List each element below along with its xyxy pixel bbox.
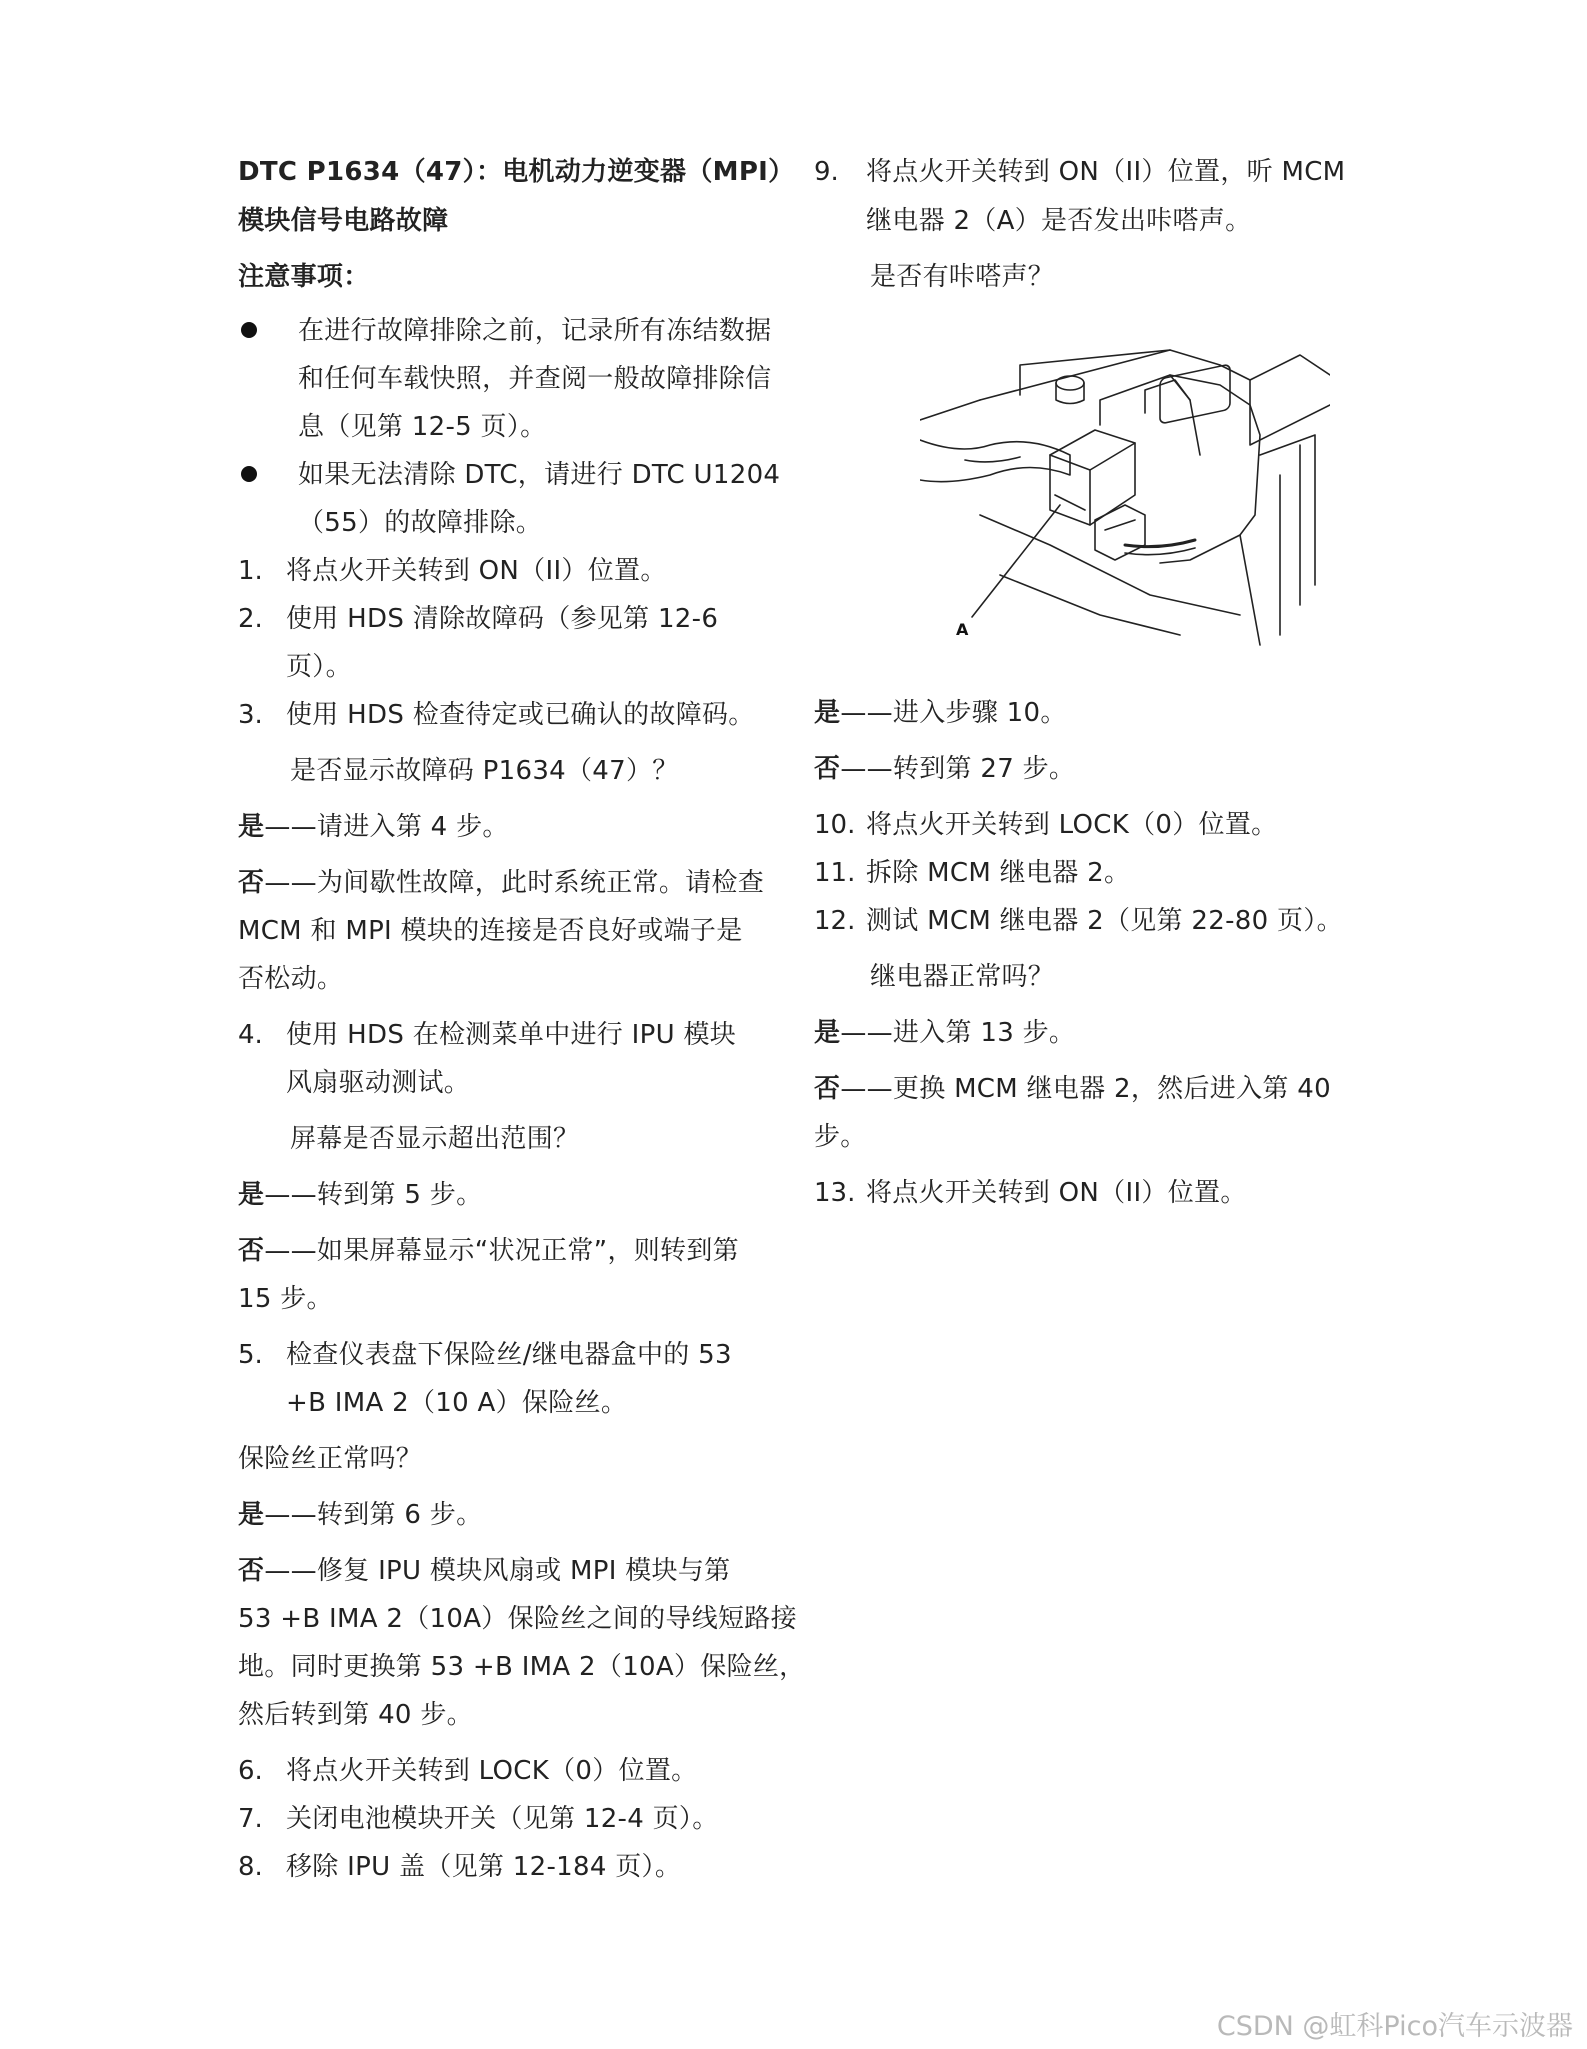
step8-text: 移除 IPU 盖（见第 12-184 页）。 (286, 1852, 682, 1882)
step9-line2: 继电器 2（A）是否发出咔嗒声。 (866, 206, 1252, 236)
yes9-answer (814, 697, 1067, 729)
step4-line2: 风扇驱动测试。 (286, 1068, 471, 1098)
no-label: 否 (814, 1074, 841, 1104)
no-label: 否 (238, 1236, 265, 1266)
step13-number: 13. (814, 1178, 856, 1208)
step9-question: 是否有咔嗒声？ (870, 262, 1055, 292)
no4-answer (238, 1235, 739, 1267)
step2-line1: 使用 HDS 清除故障码（参见第 12-6 (286, 604, 719, 634)
step2-line2: 页）。 (286, 652, 352, 682)
step3-question: 是否显示故障码 P1634（47）？ (290, 756, 679, 786)
step3-number: 3. (238, 700, 263, 730)
bullet2-line2: （55）的故障排除。 (298, 508, 543, 538)
step1-text: 将点火开关转到 ON（II）位置。 (286, 556, 667, 586)
yes9-text: ——进入步骤 10。 (840, 698, 1067, 728)
no5-line2: 53 +B IMA 2（10A）保险丝之间的导线短路接 (238, 1604, 797, 1634)
doc-title-line2: 模块信号电路故障 (238, 206, 449, 236)
step10-text: 将点火开关转到 LOCK（0）位置。 (866, 810, 1278, 840)
yes4-answer (238, 1179, 482, 1211)
step9-line1: 将点火开关转到 ON（II）位置，听 MCM (866, 157, 1346, 187)
step2-number: 2. (238, 604, 263, 634)
step6-text: 将点火开关转到 LOCK（0）位置。 (286, 1756, 698, 1786)
step1-number: 1. (238, 556, 263, 586)
step5-line1: 检查仪表盘下保险丝/继电器盒中的 53 (286, 1340, 732, 1370)
step7-text: 关闭电池模块开关（见第 12-4 页）。 (286, 1804, 719, 1834)
no12-answer (814, 1073, 1331, 1105)
yes-label: 是 (238, 812, 265, 842)
step4-line1: 使用 HDS 在检测菜单中进行 IPU 模块 (286, 1020, 737, 1050)
no3-line3: 否松动。 (238, 964, 344, 994)
bullet1-line1: 在进行故障排除之前，记录所有冻结数据 (298, 316, 772, 346)
notes-heading: 注意事项： (238, 262, 370, 292)
step5-number: 5. (238, 1340, 263, 1370)
step12-number: 12. (814, 906, 856, 936)
no-label: 否 (814, 754, 841, 784)
no5-line4: 然后转到第 40 步。 (238, 1700, 473, 1730)
relay-illustration (920, 345, 1330, 650)
no4-line2: 15 步。 (238, 1284, 333, 1314)
bullet1-line2: 和任何车载快照，并查阅一般故障排除信 (298, 364, 772, 394)
step13-text: 将点火开关转到 ON（II）位置。 (866, 1178, 1247, 1208)
yes12-text: ——进入第 13 步。 (840, 1018, 1076, 1048)
yes3-answer (238, 811, 509, 843)
yes-label: 是 (238, 1180, 265, 1210)
step4-number: 4. (238, 1020, 263, 1050)
bullet-dot (241, 322, 257, 338)
yes5-answer (238, 1499, 482, 1531)
no9-text: ——转到第 27 步。 (840, 754, 1076, 784)
no5-answer (238, 1555, 730, 1587)
no12-line1: ——更换 MCM 继电器 2，然后进入第 40 (840, 1074, 1331, 1104)
step10-number: 10. (814, 810, 856, 840)
bullet2-line1: 如果无法清除 DTC，请进行 DTC U1204 (298, 460, 781, 490)
no3-line1: ——为间歇性故障，此时系统正常。请检查 (264, 868, 765, 898)
no9-answer (814, 753, 1075, 785)
no5-line3: 地。同时更换第 53 +B IMA 2（10A）保险丝， (238, 1652, 806, 1682)
doc-title-line1: DTC P1634（47）：电机动力逆变器（MPI） (238, 157, 795, 187)
yes3-text: ——请进入第 4 步。 (264, 812, 509, 842)
no3-answer (238, 867, 764, 899)
yes-label: 是 (814, 1018, 841, 1048)
no4-line1: ——如果屏幕显示“状况正常”，则转到第 (264, 1236, 739, 1266)
step11-text: 拆除 MCM 继电器 2。 (866, 858, 1131, 888)
yes5-text: ——转到第 6 步。 (264, 1500, 483, 1530)
figure-label-a: A (956, 620, 969, 639)
watermark: CSDN @虹科Pico汽车示波器 (1216, 2011, 1573, 2042)
step6-number: 6. (238, 1756, 263, 1786)
step5-line2: +B IMA 2（10 A）保险丝。 (286, 1388, 628, 1418)
step7-number: 7. (238, 1804, 263, 1834)
step4-question: 屏幕是否显示超出范围？ (290, 1124, 580, 1154)
step12-question: 继电器正常吗？ (870, 962, 1055, 992)
yes4-text: ——转到第 5 步。 (264, 1180, 483, 1210)
step12-text: 测试 MCM 继电器 2（见第 22-80 页）。 (866, 906, 1343, 936)
bullet1-line3: 息（见第 12-5 页）。 (298, 412, 547, 442)
step11-number: 11. (814, 858, 856, 888)
no-label: 否 (238, 868, 265, 898)
step3-text: 使用 HDS 检查待定或已确认的故障码。 (286, 700, 755, 730)
yes-label: 是 (238, 1500, 265, 1530)
yes-label: 是 (814, 698, 841, 728)
step9-number: 9. (814, 157, 839, 187)
step8-number: 8. (238, 1852, 263, 1882)
no12-line2: 步。 (814, 1122, 867, 1152)
bullet-dot (241, 466, 257, 482)
no5-line1: ——修复 IPU 模块风扇或 MPI 模块与第 (264, 1556, 731, 1586)
no3-line2: MCM 和 MPI 模块的连接是否良好或端子是 (238, 916, 743, 946)
step5-question: 保险丝正常吗？ (238, 1444, 423, 1474)
no-label: 否 (238, 1556, 265, 1586)
yes12-answer (814, 1017, 1075, 1049)
